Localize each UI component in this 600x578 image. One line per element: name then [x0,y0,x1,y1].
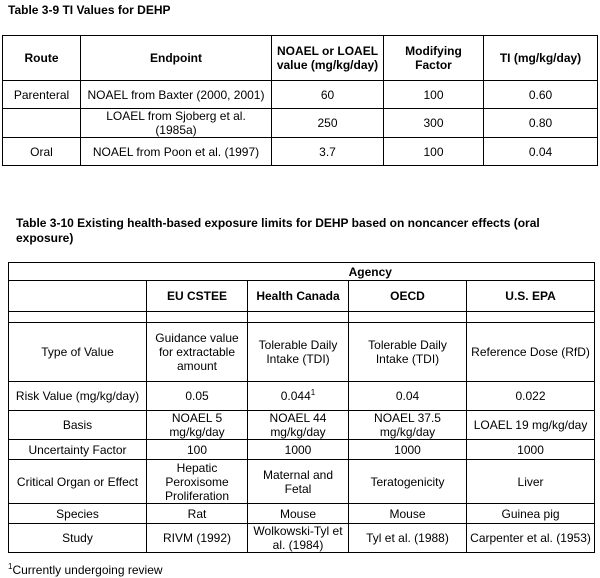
table-row [9,440,595,460]
cell-ti: 0.80 [484,109,598,138]
table-row [9,411,595,440]
cell-eu-cstee: Guidance value for extractable amount [147,323,248,382]
cell-health-canada: Mouse [248,504,349,524]
header-oecd: OECD [349,281,467,312]
cell-modifying-factor: 100 [384,138,484,166]
table-3-10-caption: Table 3-10 Existing health-based exposure limits for DEHP based on noncancer effects (oral exposure) [16,216,540,245]
cell-route: Parenteral [3,81,81,109]
spacer-row [9,312,595,323]
cell-oecd: 0.04 [349,382,467,411]
table-3-10 [8,262,595,553]
header-noael-loael: NOAEL or LOAEL value (mg/kg/day) [272,36,384,81]
cell-eu-cstee: RIVM (1992) [147,524,248,553]
header-ti: TI (mg/kg/day) [484,36,598,81]
cell-oecd: 1000 [349,440,467,460]
cell-us-epa: 0.022 [467,382,595,411]
cell-modifying-factor: 300 [384,109,484,138]
cell-health-canada [248,382,349,411]
cell-eu-cstee: 100 [147,440,248,460]
header-endpoint: Endpoint [81,36,272,81]
footnote-text: Currently undergoing review [12,563,163,577]
table-3-9 [2,35,598,166]
cell-health-canada: Maternal and Fetal [248,460,349,504]
cell-us-epa: Guinea pig [467,504,595,524]
cell-endpoint: NOAEL from Poon et al. (1997) [81,138,272,166]
column-header-row [9,281,595,312]
cell-ti: 0.04 [484,138,598,166]
table-3-9-caption: Table 3-9 TI Values for DEHP [8,3,171,17]
row-label: Uncertainty Factor [9,440,147,460]
header-us-epa: U.S. EPA [467,281,595,312]
row-label: Basis [9,411,147,440]
cell-oecd: Tyl et al. (1988) [349,524,467,553]
cell-oecd: NOAEL 37.5 mg/kg/day [349,411,467,440]
header-modifying-factor: Modifying Factor [384,36,484,81]
cell-route: Oral [3,138,81,166]
agency-header-row [9,263,595,281]
table-row [9,504,595,524]
cell-us-epa: 1000 [467,440,595,460]
footnote-marker: 1 [310,388,316,397]
cell-ti: 0.60 [484,81,598,109]
risk-value: 0.044 [280,389,311,403]
cell-oecd: Tolerable Daily Intake (TDI) [349,323,467,382]
row-label: Type of Value [9,323,147,382]
cell-value: 60 [272,81,384,109]
cell-eu-cstee: NOAEL 5 mg/kg/day [147,411,248,440]
cell-us-epa: Reference Dose (RfD) [467,323,595,382]
header-route: Route [3,36,81,81]
header-health-canada: Health Canada [248,281,349,312]
cell-oecd: Teratogenicity [349,460,467,504]
footnote [8,563,163,577]
cell-eu-cstee: 0.05 [147,382,248,411]
row-label: Risk Value (mg/kg/day) [9,382,147,411]
cell-route [3,109,81,138]
table-header-row [3,36,598,81]
cell-endpoint: NOAEL from Baxter (2000, 2001) [81,81,272,109]
cell-health-canada: Tolerable Daily Intake (TDI) [248,323,349,382]
table-row [3,138,598,166]
header-eu-cstee: EU CSTEE [147,281,248,312]
cell-health-canada: 1000 [248,440,349,460]
table-row [3,109,598,138]
cell-us-epa: Carpenter et al. (1953) [467,524,595,553]
table-row [9,323,595,382]
cell-value: 3.7 [272,138,384,166]
row-label: Study [9,524,147,553]
cell-health-canada: NOAEL 44 mg/kg/day [248,411,349,440]
cell-endpoint: LOAEL from Sjoberg et al. (1985a) [81,109,272,138]
cell-us-epa: Liver [467,460,595,504]
footnote-mark: 1 [8,562,13,571]
table-row [3,81,598,109]
table-row [9,524,595,553]
table-row [9,460,595,504]
cell-us-epa: LOAEL 19 mg/kg/day [467,411,595,440]
cell-health-canada: Wolkowski-Tyl et al. (1984) [248,524,349,553]
cell-eu-cstee: Rat [147,504,248,524]
table-row [9,382,595,411]
cell-oecd: Mouse [349,504,467,524]
agency-header: Agency [147,263,595,281]
cell-value: 250 [272,109,384,138]
row-label: Species [9,504,147,524]
cell-eu-cstee: Hepatic Peroxisome Proliferation [147,460,248,504]
row-label: Critical Organ or Effect [9,460,147,504]
cell-modifying-factor: 100 [384,81,484,109]
